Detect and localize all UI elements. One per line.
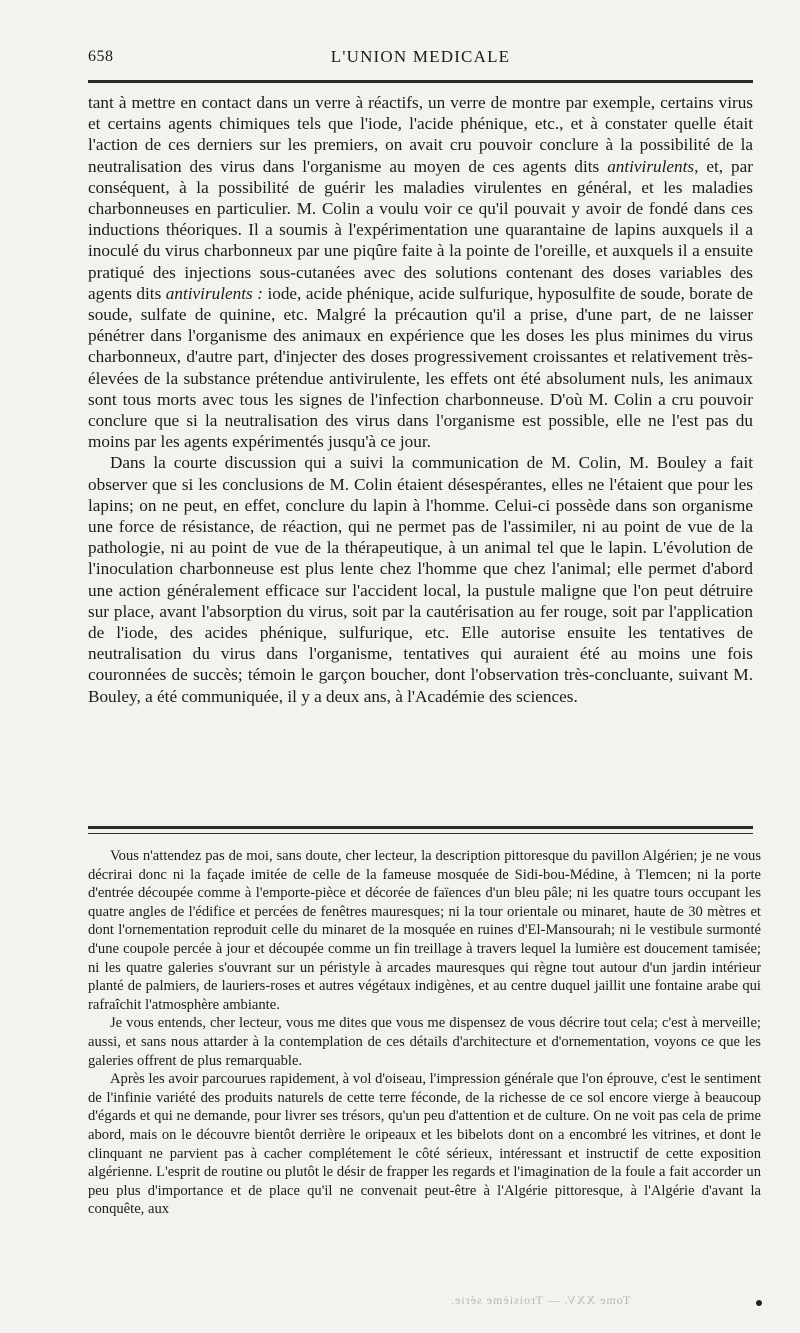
paragraph-text: tant à mettre en contact dans un verre à réactifs, un verre de montre par exemple, certains virus et certains agents chimiques tels que l'iode, l'acide phénique, etc., et à constater quelle était l'action de ces derniers sur les premiers, on avait cru pouvoir conclure à la possibilité de la neutralisation des virus dans l'organisme au moyen de ces agents dits: [88, 93, 753, 176]
journal-title: L'UNION MEDICALE: [330, 47, 511, 66]
feuilleton-paragraph-3: Après les avoir parcourues rapidement, à vol d'oiseau, l'impression générale que l'on éprouve, c'est le sentiment de l'infinie variété des produits naturels de cette terre féconde, de la richesse de ce sol encore vierge à beaucoup d'égards et qui ne demande, pour livrer ses trésors, qu'un peu d'attention et de culture. On ne voit pas cela de prime abord, mais on le découvre bientôt derrière le oripeaux et les bibelots dont on a encombré les vitrines, et dont le clinquant ne parvient pas à cacher complétement le côté sérieux, intéressant et instructif de cette exposition algérienne. L'esprit de routine ou plutôt le désir de frapper les regards et l'imagination de la foule a fait accorder un peu plus d'importance et de place qu'il ne convenait peut-être à l'Algérie pittoresque, à l'Algérie d'avant la conquête, aux: [88, 1071, 761, 1218]
paragraph-text: , et, par conséquent, à la possibilité de guérir les maladies virulentes en général, et les maladies charbonneuses en particulier. M. Colin a voulu voir ce qu'il pouvait y avoir de fondé dans ces inductions théoriques. Il a soumis à l'expérimentation une quarantaine de lapins auxquels il a inoculé du virus charbonneux par une piqûre faite à la pointe de l'oreille, et auxquels il a ensuite pratiqué des injections sous-cutanées avec des solutions contenant des doses variables des agents dits: [88, 156, 753, 303]
page-number: 658: [88, 48, 114, 65]
ink-dot: [756, 1300, 762, 1306]
article-paragraph-1: [88, 92, 753, 452]
bleed-through-footer: Tome XXV. — Troisième série.: [450, 1293, 631, 1307]
italic-term: antivirulents :: [165, 283, 263, 303]
article-paragraph-2: Dans la courte discussion qui a suivi la communication de M. Colin, M. Bouley a fait observer que si les conclusions de M. Colin étaient désespérantes, elles ne l'étaient que pour les lapins; on ne peut, en effet, conclure du lapin à l'homme. Celui-ci possède dans son organisme une force de résistance, de réaction, qui ne permet pas de l'assimiler, ni au point de vue de la pathologie, ni au point de vue de la thérapeutique, à un animal tel que le lapin. L'évolution de l'inoculation charbonneuse est plus lente chez l'homme que chez l'animal; elle permet d'abord une action généralement efficace sur l'accident local, la pustule maligne que l'on peut détruire sur place, avant l'absorption du virus, soit par la cautérisation au fer rouge, soit par l'application de l'iode, des acides phénique, sulfurique, etc. Elle autorise ensuite les tentatives de neutralisation du virus dans l'organisme, tentatives qui auraient été au moins une fois couronnées de succès; témoin le garçon boucher, dont l'observation très-concluante, suivant M. Bouley, a été communiquée, il y a deux ans, à l'Académie des sciences.: [88, 453, 753, 706]
italic-term: antivirulents: [607, 156, 695, 176]
feuilleton-text: [88, 847, 761, 1219]
main-article-text: [88, 92, 753, 707]
header-rule: [88, 80, 753, 83]
feuilleton-separator-thin: [88, 833, 753, 834]
feuilleton-paragraph-1: Vous n'attendez pas de moi, sans doute, cher lecteur, la description pittoresque du pavillon Algérien; je ne vous décrirai donc ni la façade imitée de celle de la fameuse mosquée de Sidi-bou-Médine, à Tlemcen; ni la porte d'entrée découpée comme à l'emporte-pièce et décorée de faïences d'un bleu pâle; ni les quatre tours occupant les quatre angles de l'édifice et percées de fenêtres mauresques; ni la tour orientale ou minaret, haute de 30 mètres et dont l'ornementation reproduit celle du minaret de la mosquée en ruines d'El-Mansourah; ni le vestibule surmonté d'une coupole percée à jour et découpée comme un fin treillage à travers lequel la lumière est doucement tamisée; ni les quatre galeries s'ouvrant sur un péristyle à arcades mauresques qui règne tout autour d'un jardin intérieur planté de palmiers, de lauriers-roses et autres végétaux indigènes, et au centre duquel jaillit une fontaine arabe qui rafraîchit l'atmosphère ambiante.: [88, 848, 761, 1013]
feuilleton-separator-thick: [88, 826, 753, 829]
paragraph-text: iode, acide phénique, acide sulfurique, hyposulfite de soude, borate de soude, sulfate de quinine, etc. Malgré la précaution qu'il a prise, d'une part, de ne laisser pénétrer dans l'organisme des animaux en expérience que les doses les plus minimes du virus charbonneux, d'autre part, d'injecter des doses progressivement croissantes et relativement très-élevées de la substance prétendue antivirulente, les effets ont été absolument nuls, les animaux sont tous morts avec tous les signes de l'infection charbonneuse. D'où M. Colin a cru pouvoir conclure que si la neutralisation des virus dans l'organisme est possible, elle ne l'est pas du moins par les agents expérimentés jusqu'à ce jour.: [88, 283, 753, 452]
feuilleton-paragraph-2: Je vous entends, cher lecteur, vous me dites que vous me dispensez de vous décrire tout cela; c'est à merveille; aussi, et sans nous attarder à la contemplation de ces détails d'architecture et d'ornementation, voyons ce que les galeries offrent de plus remarquable.: [88, 1015, 761, 1069]
running-header: [88, 44, 753, 74]
